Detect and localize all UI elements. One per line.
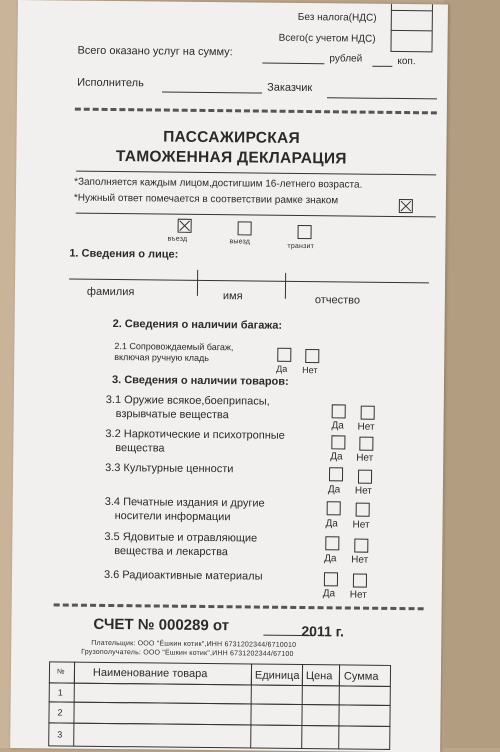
goods-yes-checkbox[interactable] xyxy=(324,572,338,586)
column-header: Цена xyxy=(305,670,333,683)
declaration-title-1: ПАССАЖИРСКАЯ xyxy=(163,128,301,147)
invoice-year: 2011 г. xyxy=(301,623,345,640)
goods-no-checkbox[interactable] xyxy=(361,406,375,420)
tear-line xyxy=(54,603,424,610)
transit-checkbox[interactable] xyxy=(298,225,312,239)
goods-yes-checkbox[interactable] xyxy=(329,467,343,481)
customer-line xyxy=(327,97,437,99)
yes-label: Да xyxy=(330,451,343,463)
column-header: Сумма xyxy=(343,670,379,683)
yes-label: Да xyxy=(322,588,336,600)
no-label: Нет xyxy=(354,485,372,497)
rub-label: рублей xyxy=(329,53,363,65)
background-right xyxy=(444,0,500,748)
top-table-border xyxy=(390,51,431,52)
section-goods-heading: 3. Сведения о наличии товаров: xyxy=(111,374,289,388)
yes-label: Да xyxy=(276,363,288,374)
goods-no-checkbox[interactable] xyxy=(353,574,367,588)
top-table-border xyxy=(391,30,432,31)
executor-label: Исполнитель xyxy=(77,76,144,90)
kop-line xyxy=(372,66,392,67)
top-table-border xyxy=(391,10,432,11)
top-table-border xyxy=(431,4,433,52)
goods-item-text: 3.5 Ядовитые и отравляющие xyxy=(104,530,258,545)
entry-label: въезд xyxy=(167,235,188,243)
yes-label: Да xyxy=(331,420,344,432)
kop-label: коп. xyxy=(397,55,416,68)
customer-label: Заказчик xyxy=(267,81,313,95)
declaration-title-2: ТАМОЖЕННАЯ ДЕКЛАРАЦИЯ xyxy=(115,148,347,168)
yes-label: Да xyxy=(327,484,341,496)
goods-yes-checkbox[interactable] xyxy=(325,536,339,550)
surname-label: фамилия xyxy=(86,285,135,299)
name-label: имя xyxy=(222,290,243,303)
consignee-text: Грузополучатель: ООО "Ёшкин котик",ИНН 6731202344/67100 xyxy=(81,648,294,658)
invoice-title: СЧЕТ № 000289 от xyxy=(93,615,230,635)
person-fields-line xyxy=(69,279,429,284)
row-number: 1 xyxy=(57,687,63,698)
row-number: 3 xyxy=(57,729,63,740)
goods-item-text: 3.3 Культурные ценности xyxy=(105,461,234,476)
yes-label: Да xyxy=(325,518,338,530)
transit-label: транзит xyxy=(287,242,315,251)
no-label: Нет xyxy=(352,519,370,531)
section-baggage-heading: 2. Сведения о наличии багажа: xyxy=(112,318,283,332)
table-header-cell xyxy=(302,664,340,686)
payer-text: Плательщик: ООО "Ёшкин котик",ИНН 6731202344/6710010 xyxy=(91,639,297,649)
note-mark: *Нужный ответ помечается в соответствии рамке знаком xyxy=(73,192,339,207)
goods-item-text: 3.2 Наркотические и психотропные xyxy=(105,427,285,442)
tear-line xyxy=(75,108,437,115)
no-label: Нет xyxy=(357,421,375,433)
total-amount-line xyxy=(262,63,324,65)
executor-line xyxy=(162,92,262,94)
person-field-divider xyxy=(285,273,286,299)
no-label: Нет xyxy=(302,364,318,376)
table-header-cell xyxy=(339,664,391,687)
row-with-vat-label: Всего(с учетом НДС) xyxy=(278,32,376,45)
column-header: № xyxy=(56,668,65,676)
goods-item-text: вещества и лекарства xyxy=(114,545,229,559)
baggage-item-text: 2.1 Сопровождаемый багаж, xyxy=(114,341,234,353)
column-header: Единица xyxy=(254,669,300,682)
top-table-border xyxy=(390,4,392,52)
goods-item-text: 3.1 Оружие всякое,боеприпасы, xyxy=(105,393,270,408)
table-header-cell xyxy=(49,661,75,683)
note-bottom-line xyxy=(76,213,436,218)
exit-checkbox[interactable] xyxy=(238,221,252,235)
row-number: 2 xyxy=(57,707,63,718)
no-label: Нет xyxy=(351,554,369,566)
baggage-yes-checkbox[interactable] xyxy=(277,348,291,362)
goods-item-text: 3.6 Радиоактивные материалы xyxy=(103,568,263,583)
goods-item-text: 3.4 Печатные издания и другие xyxy=(104,495,265,510)
goods-yes-checkbox[interactable] xyxy=(331,435,345,449)
total-label: Всего оказано услуг на сумму: xyxy=(77,44,233,59)
entry-checkbox[interactable] xyxy=(178,219,192,233)
goods-no-checkbox[interactable] xyxy=(358,470,372,484)
person-field-divider xyxy=(197,270,198,296)
section-person-heading: 1. Сведения о лице: xyxy=(69,247,179,261)
goods-item-text: взрывчатые вещества xyxy=(115,408,229,422)
goods-no-checkbox[interactable] xyxy=(359,437,373,451)
goods-yes-checkbox[interactable] xyxy=(332,404,346,418)
note-top-line xyxy=(76,171,436,176)
row-tax-free-label: Без налога(НДС) xyxy=(297,11,377,24)
baggage-no-checkbox[interactable] xyxy=(305,349,319,363)
goods-yes-checkbox[interactable] xyxy=(327,501,341,515)
baggage-item-text: включая ручную кладь xyxy=(114,352,210,364)
no-label: Нет xyxy=(349,589,367,601)
goods-item-text: вещества xyxy=(115,442,165,455)
goods-no-checkbox[interactable] xyxy=(354,539,368,553)
patronymic-label: отчество xyxy=(314,294,361,307)
goods-no-checkbox[interactable] xyxy=(356,503,370,517)
table-header-cell xyxy=(251,663,303,686)
note-age: *Заполняется каждым лицом,достигшим 16-летнего возраста. xyxy=(74,176,363,191)
receipt-paper xyxy=(10,0,448,752)
goods-item-text: носители информации xyxy=(114,510,231,524)
sample-check-box xyxy=(399,199,413,213)
yes-label: Да xyxy=(324,553,337,565)
exit-label: выезд xyxy=(229,238,251,246)
no-label: Нет xyxy=(356,452,374,464)
column-header: Наименование товара xyxy=(92,666,208,681)
